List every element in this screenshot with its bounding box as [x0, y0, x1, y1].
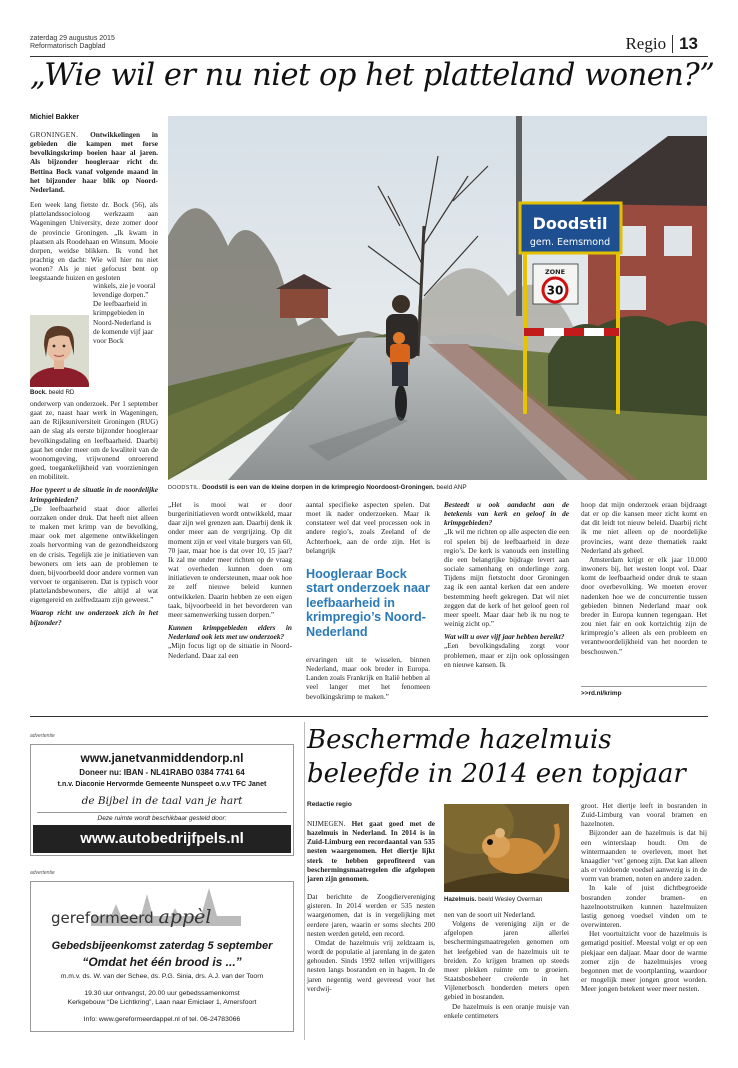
ad-sponsor[interactable]: www.autobedrijfpels.nl: [33, 825, 291, 853]
body-text: „Mijn focus ligt op de situatie in Noord-Nederland. Daar zal een: [168, 641, 292, 660]
zone-speed: 30: [546, 283, 564, 298]
ad-url[interactable]: www.janetvanmiddendorp.nl: [80, 751, 244, 765]
ad-tnv: t.n.v. Diaconie Hervormde Gemeente Nunspeet o.v.v TFC Janet: [57, 781, 267, 788]
zone-label: ZONE: [544, 268, 566, 276]
ad-speakers: m.m.v. ds. W. van der Schee, ds. P.G. Sinia, drs. A.J. van der Toorn: [60, 973, 264, 980]
ad-title: Gebedsbijeenkomst zaterdag 5 september: [51, 940, 273, 952]
question: Hoe typeert u de situatie in de noordelijke krimpgebieden?: [30, 485, 158, 504]
ad-janet: [30, 744, 294, 856]
body-text: Amsterdam krijgt er elk jaar 10.000 inwoners bij, het westen loopt vol. Daar komt de leefbaarheid onder druk te staan door overbevolking. We moeten erover nadenken hoe we de concurrentie tussen gebieden binnen Nederland maar ook breder in Europa kunnen tegengaan. Het zou niet fair en ook kortzichtig zijn de krimpregio’s alleen als een probleem en verantwoordelijkheid van het noorden te beschouwen.”: [581, 554, 707, 656]
photo-credit: beeld ANP: [436, 484, 467, 491]
article2-headline-1: Beschermde hazelmuis: [307, 725, 612, 755]
lead: Ontwikkelingen in gebieden die kampen met forse bevolkingskrimp boeien haar al jaren. Als bijzonder hoogleraar richt dr. Bettina Bock vanaf volgende maand in het bijzonder haar blik op Noord-Nederland.: [30, 130, 158, 194]
question: Kunnen krimpgebieden elders in Nederland ook iets met uw onderzoek?: [168, 623, 292, 642]
article2-dateline: NIJMEGEN.: [307, 819, 346, 828]
body-text: „Het is mooi wat er door burgerinitiatieven wordt ontwikkeld, maar daar zijn wel grenzen aan. Daarbij denk ik onder meer aan de vergrijzing. Op dit moment zijn er veel vitale burgers van 60, 70 jaar, maar hoe is dat over 10, 15 jaar? Ik zal me onder meer richten op de vraag wat overheden kunnen doen om initiatieven te ondersteunen, maar ook hoe ze zelf nieuwe beleid kunnen ontwikkelen. Daarin hebben ze een eigen taak, bijvoorbeeld in het bevorderen van meer samenwerking tussen dorpen.”: [168, 500, 293, 619]
body-text: Het voortuitzicht voor de hazelmuis is gematigd positief. Meestal volgt er op een piekjaar een daljaar. Maar door de warme zomer zijn de hazelmuisjes vroeg begonnen met de voortplanting, waardoor er mogelijk meer jongen groot worden. Meer jongen betekent weer meer nesten.: [581, 929, 707, 994]
body-text: „De leefbaarheid staat door allerlei oorzaken onder druk. Dat heeft niet alleen te maken met krimp van de bevolking, maar ook met algemene ontwikkelingen zoals hervorming van de gezondheidszorg en de crisis. Tegelijk zie je initiatieven van bewoners om iets aan de problemen te doen, bijvoorbeeld door andere vormen van vervoer te organiseren. Dat is typisch voor plattelandsbewoners, die altijd al wat eigengereid en zelfredzaam zijn geweest.”: [30, 503, 158, 605]
question: Besteedt u ook aandacht aan de betekenis van kerk en geloof in de krimpgebieden?: [444, 500, 569, 528]
sign-name: Doodstil: [532, 214, 608, 233]
dateline: GRONINGEN.: [30, 130, 79, 139]
body-text: „Ik wil me richten op alle aspecten die een rol spelen bij de leefbaarheid in deze regio’s. De kerk is vanouds een instelling die een belangrijke bijdrage levert aan sociale samenhang en onderlinge zorg. Tijdens mijn fietstocht door Groningen zag ik een aantal kerken dat een andere bestemming heeft gekregen. Dat wil niet zeggen dat de kerk of het geloof geen rol meer speelt. Maar daar heb ik nu nog te weinig zicht op.”: [444, 527, 569, 629]
body-text: ervaringen uit te wisselen, binnen Nederland, maar ook breder in Europa. Landen zoals Frankrijk en Italië hebben al veel langer met het fenomeen bevolkingskrimp te maken.”: [306, 655, 430, 701]
ad-time: 19.30 uur ontvangst, 20.00 uur gebedssamenkomst: [84, 990, 240, 997]
question: Wat wilt u over vijf jaar hebben bereikt?: [444, 632, 565, 642]
page-number: 13: [679, 34, 698, 53]
article2-byline: Redactie regio: [307, 801, 352, 808]
question: Waarop richt uw onderzoek zich in het bijzonder?: [30, 608, 158, 627]
body-text: onderwerp van onderzoek. Per 1 september gaat ze, naast haar werk in Wageningen, aan de Rijksuniversiteit Groningen (RUG) aan de slag als eerste bijzonder hoogleraar bevolkingsdaling en leefbaarheid. Daarbij gaat het onder meer om de kwaliteit van de woonomgeving, vrijwonend onroerend goed, toegankelijkheid van voorzieningen en mobiliteit.: [30, 399, 158, 482]
body-text: aantal specifieke aspecten spelen. Dat moet ik nader onderzoeken. Maar ik constateer wel dat veel processen ook in andere regio’s, zoals Zeeland of de Achterhoek, aan de orde zijn. Het is belangrijk: [306, 500, 430, 555]
ad-info[interactable]: Info: www.gereformeerdappel.nl of tel. 06-24783066: [83, 1016, 241, 1023]
body-text: Bijzonder aan de hazelmuis is dat hij een winterslaap houdt. Om de wintermaanden te overleven, moet het knaagdier ‘vet’ genoeg zijn. Dat kan alleen als er voldoende voedsel aanwezig is in de vorm van bramen, noten en andere zaden.: [581, 828, 707, 884]
body-text: groot. Het diertje leeft in bosranden in Zuid-Limburg van vooral bramen en hazelnoten.: [581, 801, 707, 829]
article2-caption-bold: Hazelmuis.: [444, 896, 477, 903]
ad-motto: “Omdat het één brood is ...”: [82, 955, 242, 969]
doodstil-photo: [168, 116, 707, 480]
issue-date: zaterdag 29 augustus 2015: [30, 35, 115, 42]
ad-label: advertentie: [30, 870, 55, 876]
article2-lead: Het gaat goed met de hazelmuis in Nederland. In 2014 is in Zuid-Limburg een recordaantal van 535 nesten waargenomen. Het diertje lijkt sterk te hebben geprofiteerd van beschermingsmaatregelen die afgelopen jaren zijn genomen.: [307, 819, 435, 883]
ad-brand-a: gereformeerd: [51, 909, 154, 927]
hazelmouse-photo: [444, 804, 569, 892]
article-headline: „Wie wil er nu niet op het platteland wonen?”: [30, 58, 715, 93]
portrait-caption-bold: Bock.: [30, 389, 47, 396]
body-text: nen van de soort uit Nederland.: [444, 910, 536, 919]
ad-label: advertentie: [30, 733, 55, 739]
pull-quote: Hoogleraar Bock start onderzoek naar leefbaarheid in krimpregio’s Noord-Nederland: [306, 567, 430, 639]
body-text: De hazelmuis is een oranje muisje van enkele centimeters: [444, 1001, 569, 1020]
body-text: hoop dat mijn onderzoek eraan bijdraagt dat er op die kansen meer zicht komt en dat dit leidt tot nieuw beleid. Daarbij richt ik me niet alleen op de noordelijke provincies, want deze thematiek raakt Nederland als geheel.: [581, 500, 707, 555]
body-text: „Een bevolkingsdaling zorgt voor problemen, maar er zijn ook oplossingen en nieuwe kansen. Ik: [444, 641, 569, 669]
photo-caption: Doodstil is een van de kleine dorpen in de krimpregio Noordoost-Groningen.: [202, 484, 435, 491]
article2-caption: beeld Wesley Overman: [478, 896, 543, 903]
body-text: In kale of juist dichtbegroeide bosranden zonder bramen- en hazelnootstruiken kunnen hazelmuizen lastig genoeg voedsel vinden om te overwinteren.: [581, 883, 707, 930]
portrait-photo: [30, 315, 89, 387]
ad-brand-b: appèl: [158, 906, 212, 928]
ad-free: Deze ruimte wordt beschikbaar gesteld door:: [97, 815, 227, 822]
paper-name: Reformatorisch Dagblad: [30, 43, 106, 50]
ad-donation: Doneer nu: IBAN - NL41RABO 0384 7741 64: [79, 768, 245, 777]
byline: Michiel Bakker: [30, 114, 80, 121]
portrait-caption: beeld RD: [48, 389, 75, 396]
sign-sub: gem. Eemsmond: [529, 237, 611, 248]
web-link[interactable]: >>rd.nl/krimp: [581, 690, 622, 697]
photo-caption-label: DOODSTIL.: [168, 485, 201, 491]
ad-venue: Kerkgebouw “De Lichtkring”, Laan naar Emiclaer 1, Amersfoort: [67, 999, 257, 1006]
body-text: Volgens de vereniging zijn er de afgelopen jaren allerlei beschermingsmaatregelen genomen om het leefgebied van de hazelmuis uit te breiden. Zo krijgen bramen op steeds meer plekken ruimte om te groeien. Staatsbosbeheer creëerde in het Vijlenerbosch honderden meters open gebied in bosranden.: [444, 919, 569, 1002]
section-label: Regio: [625, 34, 667, 53]
ad-script: de Bijbel in de taal van je hart: [81, 795, 243, 807]
article2-headline-2: beleefde in 2014 een topjaar: [307, 759, 686, 789]
body-text: Omdat de hazelmuis vrij zeldzaam is, wordt de populatie al jarenlang in de gaten gehouden. Sinds 1992 tellen vrijwilligers nesten langs bosranden en in hagen. In de jaren negentig werd gevreesd voor het verdwij-: [307, 937, 435, 993]
body-text: Een week lang fietste dr. Bock (56), als plattelandssocioloog werkzaam aan Wageningen University, deze zomer door de provincie Groningen. „Ik kwam in plaatsen als Roodehaan en Winsum. Mooie dorpen, weidse blikken. Ik vond het prachtig en dacht: Wie wil hier nu niet wonen? Als je niet gefocust bent op leegstaande huizen en gesloten: [30, 200, 158, 283]
body-text-wrap: winkels, zie je vooral levendige dorpen.” De leefbaarheid in krimpgebieden in Noord-Nederland is de komende vijf jaar voor Bock: [93, 281, 156, 345]
body-text: Dat berichtte de Zoogdiervereniging gisteren. In 2014 werden er 535 nesten waargenomen, dat is in vergelijking met eerdere jaren, waarin er soms slechts 200 nesten werden geteld, een record.: [307, 892, 435, 938]
ad-appel: [30, 881, 294, 1032]
